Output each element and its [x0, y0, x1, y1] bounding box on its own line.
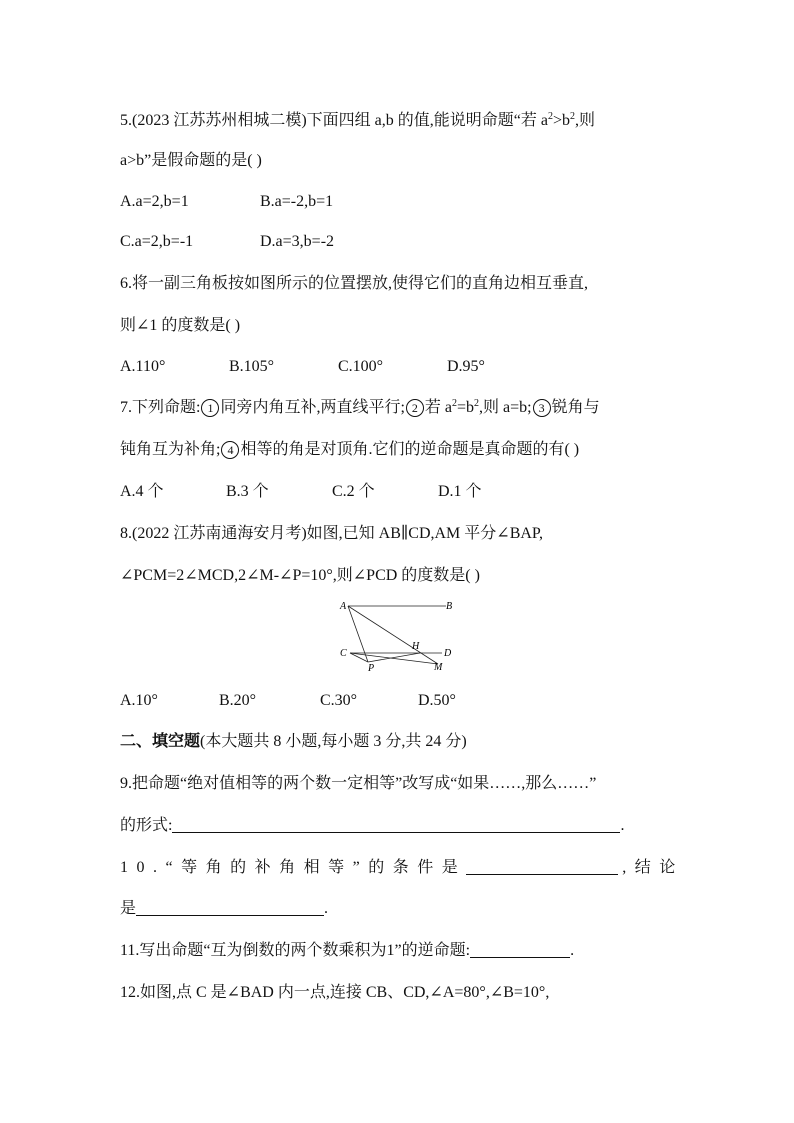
label-a: A — [340, 601, 347, 612]
circled-number-3: 3 — [533, 399, 551, 417]
q11-line: 11.写出命题“互为倒数的两个数乘积为1”的逆命题: . — [120, 942, 575, 959]
segment-am — [348, 606, 438, 664]
q8-option-c: C.30° — [320, 692, 358, 709]
q5-line2: a>b”是假命题的是( ) — [120, 152, 262, 169]
q8-option-d: D.50° — [418, 692, 456, 709]
circled-number-1: 1 — [201, 399, 219, 417]
q8-option-b: B.20° — [219, 692, 257, 709]
label-m: M — [434, 662, 443, 673]
q7-line2: 钝角互为补角; 4 相等的角是对顶角.它们的逆命题是真命题的有( ) — [120, 441, 580, 458]
q9-line2: 的形式: . — [120, 817, 625, 834]
q5-option-c: C.a=2,b=-1 — [120, 233, 194, 250]
q6-option-c: C.100° — [338, 358, 384, 375]
q7-option-d: D.1 个 — [438, 483, 482, 500]
q5-option-a: A.a=2,b=1 — [120, 193, 189, 210]
circled-number-2: 2 — [406, 399, 424, 417]
q7-option-c: C.2 个 — [332, 483, 375, 500]
q5-line1: 5.(2023 江苏苏州相城二模)下面四组 a,b 的值,能说明命题“若 $a^2>b^2$,则 — [120, 111, 596, 129]
q11-answer-blank[interactable] — [470, 941, 570, 958]
q7-option-b: B.3 个 — [226, 483, 269, 500]
q8-line2: ∠PCM=2∠MCD,2∠M-∠P=10°,则∠PCD 的度数是( ) — [120, 567, 480, 584]
q6-option-b: B.105° — [229, 358, 275, 375]
segment-cm — [350, 653, 438, 664]
q10-line1: 10.“等角的补角相等”的条件是 ,结论 — [120, 859, 684, 876]
q5-option-d: D.a=3,b=-2 — [260, 233, 335, 250]
q7-line1: 7.下列命题: 1 同旁内角互补,两直线平行; 2 若 $a^2=b^2$,则 a=b; 3 锐角与 — [120, 398, 600, 416]
section-title: 二、填空题 — [120, 733, 201, 750]
q12-line: 12.如图,点 C 是∠BAD 内一点,连接 CB、CD,∠A=80°,∠B=10°, — [120, 984, 550, 1001]
q8-line1: 8.(2022 江苏南通海安月考)如图,已知 AB∥CD,AM 平分∠BAP, — [120, 525, 544, 542]
q10-line2: 是 . — [120, 900, 329, 917]
label-b: B — [446, 601, 453, 612]
q7-option-a: A.4 个 — [120, 483, 164, 500]
q6-line1: 6.将一副三角板按如图所示的位置摆放,使得它们的直角边相互垂直, — [120, 275, 589, 292]
q5-option-b: B.a=-2,b=1 — [260, 193, 334, 210]
label-c: C — [340, 648, 347, 659]
q10-conclusion-blank[interactable] — [136, 899, 324, 916]
q10-condition-blank[interactable] — [466, 858, 618, 875]
q6-line2: 则∠1 的度数是( ) — [120, 317, 241, 334]
q8-option-a: A.10° — [120, 692, 158, 709]
q6-option-d: D.95° — [447, 358, 485, 375]
q9-line1: 9.把命题“绝对值相等的两个数一定相等”改写成“如果……,那么……” — [120, 775, 597, 792]
label-d: D — [444, 648, 452, 659]
label-h: H — [412, 641, 420, 652]
circled-number-4: 4 — [221, 441, 239, 459]
q8-geometry-figure — [330, 596, 460, 676]
section-detail: (本大题共 8 小题,每小题 3 分,共 24 分) — [200, 733, 467, 750]
label-p: P — [368, 663, 375, 674]
section-heading — [120, 732, 467, 752]
q6-option-a: A.110° — [120, 358, 166, 375]
q9-answer-blank[interactable] — [172, 816, 620, 833]
